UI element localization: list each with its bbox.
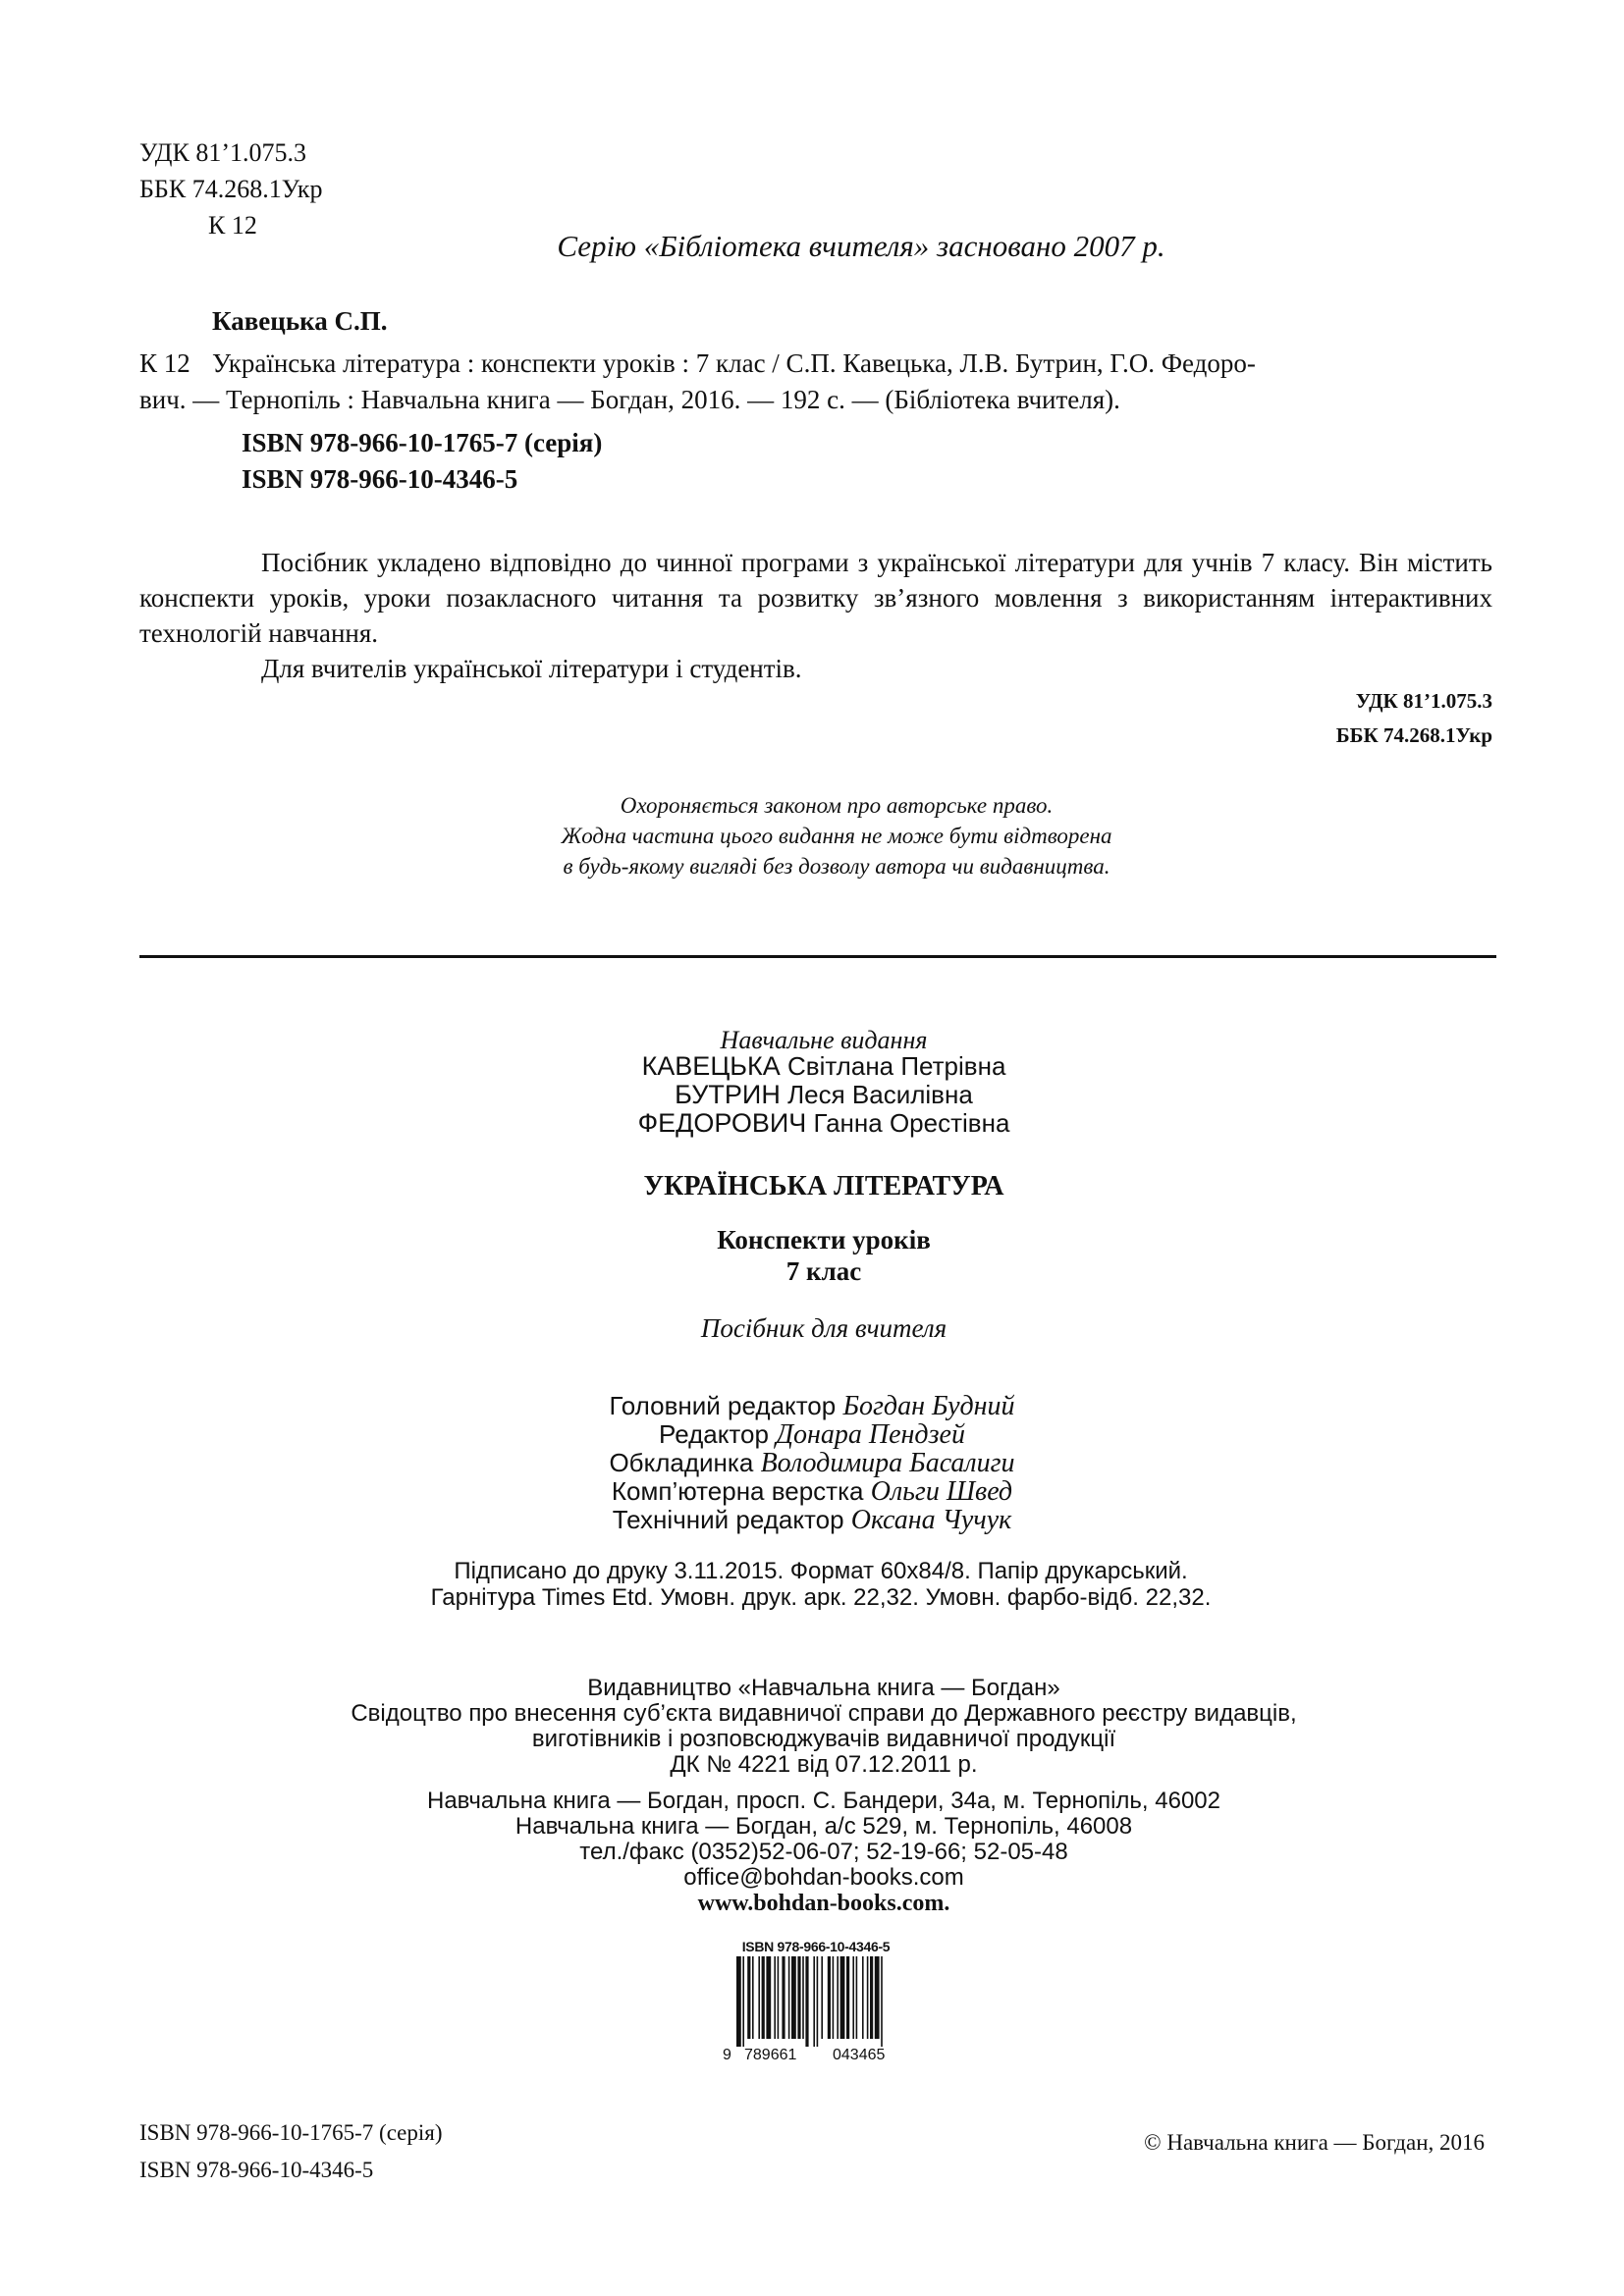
barcode-bar	[828, 1956, 831, 2039]
barcode-bar	[736, 1956, 741, 2047]
barcode-bar	[852, 1956, 854, 2039]
barcode-bar	[797, 1956, 800, 2039]
author-mark: К 12	[208, 211, 257, 240]
staff-role: Комп’ютерна верстка	[611, 1476, 864, 1506]
isbn-block	[242, 425, 602, 498]
book-title: УКРАЇНСЬКА ЛІТЕРАТУРА	[643, 1171, 1004, 1201]
isbn-series: ISBN 978-966-10-1765-7 (серія)	[242, 428, 603, 457]
author-heading: Кавецька С.П.	[212, 306, 388, 336]
author-surname: КАВЕЦЬКА	[641, 1051, 781, 1081]
staff-row	[0, 1506, 1624, 1534]
barcode-bar	[778, 1956, 780, 2039]
barcode-digits-right: 043465	[833, 2047, 886, 2063]
biblio-line-2: вич. — Тернопіль : Навчальна книга — Богдан, 2016. — 192 с. — (Бібліотека вчителя).	[139, 385, 1120, 414]
isbn-book: ISBN 978-966-10-4346-5	[242, 464, 518, 494]
udk-code: УДК 81’1.075.3	[139, 138, 307, 167]
barcode-bar	[875, 1956, 880, 2039]
footer-isbn-series: ISBN 978-966-10-1765-7 (серія)	[139, 2120, 443, 2145]
copyright-notice-line-1: Охороняється законом про авторське право.	[620, 793, 1054, 818]
phone-line: тел./факс (0352)52-06-07; 52-19-66; 52-05-48	[579, 1839, 1068, 1865]
barcode-bar	[821, 1956, 823, 2039]
author-name-row	[24, 1109, 1624, 1138]
barcode-bar	[837, 1956, 839, 2039]
author-surname: ФЕДОРОВИЧ	[637, 1108, 807, 1138]
barcode-bar	[870, 1956, 873, 2039]
address-line-2: Навчальна книга — Богдан, а/с 529, м. Тернопіль, 46008	[514, 1813, 1133, 1840]
print-info	[0, 1558, 1624, 1611]
divider	[139, 955, 1496, 958]
barcode-bar	[774, 1956, 776, 2039]
staff-role: Технічний редактор	[612, 1505, 844, 1534]
author-given: Світлана Петрівна	[786, 1051, 1006, 1081]
staff-row	[0, 1420, 1624, 1449]
footer-isbn-book: ISBN 978-966-10-4346-5	[139, 2158, 374, 2182]
author-given: Ганна Орестівна	[813, 1108, 1010, 1138]
author-given: Леся Василівна	[787, 1080, 973, 1109]
barcode-bar	[840, 1956, 845, 2039]
barcode-bar	[752, 1956, 754, 2039]
staff-name: Ольги Швед	[870, 1476, 1013, 1507]
barcode-bar	[766, 1956, 771, 2039]
barcode-digit-first: 9	[723, 2047, 731, 2063]
copyright-notice-line-3: в будь-якому вигляді без дозволу автора чи видавництва.	[563, 854, 1110, 879]
publisher-line-2: Свідоцтво про внесення суб’єкта видавничої справи до Державного реєстру видавців,	[351, 1700, 1297, 1727]
barcode-bar	[791, 1956, 796, 2039]
barcode-bar	[817, 1956, 819, 2047]
staff-credits	[0, 1392, 1624, 1534]
staff-role: Головний редактор	[609, 1391, 837, 1420]
staff-row	[0, 1392, 1624, 1420]
bbk-code: ББК 74.268.1Укр	[139, 175, 323, 203]
address-line-1: Навчальна книга — Богдан, просп. С. Бандери, 34а, м. Тернопіль, 46002	[427, 1788, 1220, 1814]
print-info-line-2: Гарнітура Times Etd. Умовн. друк. арк. 22,32. Умовн. фарбо-відб. 22,32.	[430, 1584, 1212, 1611]
barcode-isbn-text: ISBN 978-966-10-4346-5	[741, 1939, 891, 1954]
email-link[interactable]: office@bohdan-books.com	[683, 1864, 964, 1891]
author-name-row	[24, 1081, 1624, 1109]
copyright: © Навчальна книга — Богдан, 2016	[1144, 2130, 1485, 2155]
staff-row	[0, 1449, 1624, 1477]
footer-isbn-block	[139, 2114, 443, 2189]
barcode-bar	[742, 1956, 744, 2047]
author-names	[0, 1052, 1624, 1138]
author-name-row	[24, 1052, 1624, 1081]
biblio-mark: К 12	[139, 348, 190, 378]
staff-name: Донара Пендзей	[776, 1419, 965, 1450]
staff-name: Богдан Будний	[842, 1391, 1015, 1421]
biblio-line-1: Українська література : конспекти уроків : 7 клас / С.П. Кавецька, Л.В. Бутрин, Г.О. Федоро-	[212, 348, 1256, 378]
website-link[interactable]: www.bohdan-books.com.	[697, 1891, 950, 1916]
barcode-bar	[747, 1956, 750, 2039]
print-info-line-1: Підписано до друку 3.11.2015. Формат 60х84/8. Папір друкарський.	[454, 1558, 1188, 1584]
barcode-bar	[867, 1956, 869, 2039]
barcode-digits-left: 789661	[744, 2047, 797, 2063]
bbk-right: ББК 74.268.1Укр	[1335, 723, 1492, 747]
barcode	[723, 1939, 909, 2067]
classification-block	[139, 134, 322, 243]
book-grade: 7 клас	[785, 1256, 862, 1286]
barcode-bar	[846, 1956, 849, 2039]
book-type: Посібник для вчителя	[700, 1313, 947, 1343]
annotation-paragraph-1: Посібник укладено відповідно до чинної програми з української літератури для учнів 7 класу. Він містить конспекти уроків, уроки позакласного читання та розвитку зв’язного мовлення з використанням інтерактивних технологій навчання.	[139, 548, 1492, 648]
book-subtitle: Конспекти уроків	[717, 1225, 931, 1255]
publisher-line-3: виготівників і розповсюджувачів видавничої продукції	[531, 1726, 1116, 1752]
barcode-bar	[856, 1956, 858, 2039]
barcode-bar	[805, 1956, 808, 2047]
barcode-bar	[881, 1956, 883, 2047]
staff-row	[0, 1477, 1624, 1506]
publisher-info	[0, 1676, 1624, 1778]
classification-right	[1336, 684, 1492, 753]
series-note: Серію «Бібліотека вчителя» засновано 2007 р.	[557, 229, 1165, 263]
barcode-bar	[758, 1956, 760, 2039]
edition-type: Навчальне видання	[720, 1026, 928, 1054]
staff-name: Оксана Чучук	[850, 1505, 1012, 1535]
udk-right: УДК 81’1.075.3	[1355, 689, 1492, 713]
barcode-bar	[833, 1956, 835, 2039]
book-subtitle-block	[0, 1224, 1624, 1287]
staff-role: Редактор	[659, 1419, 769, 1449]
publisher-line-1: Видавництво «Навчальна книга — Богдан»	[587, 1675, 1060, 1701]
publisher-address	[0, 1789, 1624, 1916]
barcode-bars	[723, 1956, 909, 2047]
annotation	[139, 545, 1492, 686]
barcode-bar	[813, 1956, 815, 2047]
publisher-line-4: ДК № 4221 від 07.12.2011 р.	[670, 1751, 978, 1778]
staff-name: Володимира Басалиги	[760, 1448, 1015, 1478]
copyright-notice	[0, 790, 1624, 881]
staff-role: Обкладинка	[609, 1448, 754, 1477]
annotation-paragraph-2: Для вчителів української літератури і студентів.	[261, 654, 802, 683]
author-surname: БУТРИН	[675, 1080, 781, 1109]
copyright-notice-line-2: Жодна частина цього видання не може бути відтворена	[561, 824, 1112, 848]
barcode-bar	[762, 1956, 765, 2039]
barcode-bar	[782, 1956, 785, 2039]
barcode-bar	[802, 1956, 804, 2039]
barcode-bar	[788, 1956, 790, 2039]
bibliographic-description	[139, 346, 1492, 418]
barcode-bar	[862, 1956, 864, 2039]
